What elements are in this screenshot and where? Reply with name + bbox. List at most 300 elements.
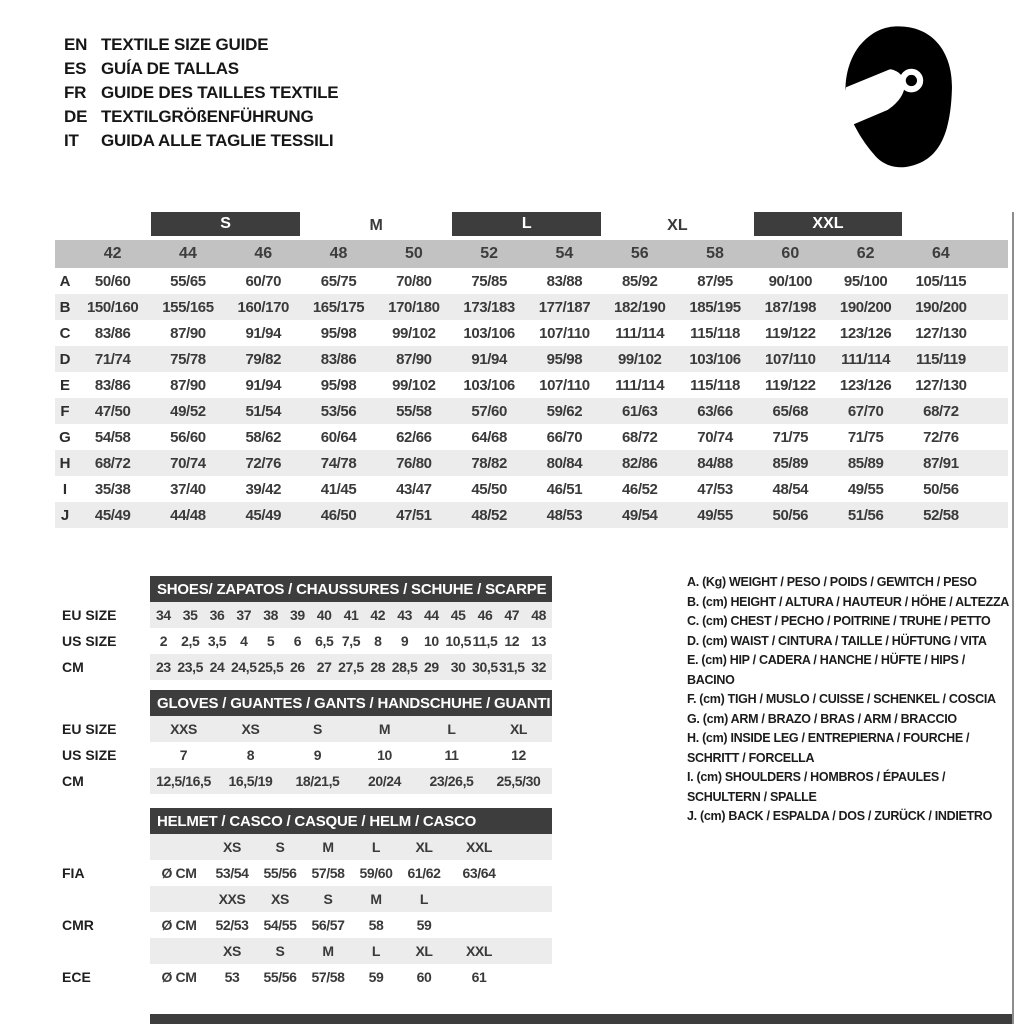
measurement-cell: 37/40 (170, 480, 206, 498)
legend-item: I. (cm) SHOULDERS / HOMBROS / ÉPAULES / SCHULTERN / SPALLE (687, 770, 946, 804)
measurement-cell: 115/119 (916, 350, 966, 368)
gloves-cell: 18/21,5 (295, 773, 340, 789)
language-code: EN (64, 35, 88, 54)
measurement-cell: 48/53 (546, 506, 583, 524)
spacer (55, 240, 75, 268)
measurement-cell: 95/98 (546, 350, 583, 368)
measurement-cell: 99/102 (392, 376, 436, 394)
shoes-cell: 10,5 (445, 633, 472, 649)
shoes-cell: 5 (266, 633, 275, 649)
helmet-cell: 57/58 (311, 865, 345, 881)
measurement-cell: 150/160 (86, 298, 139, 316)
measurement-cell: 185/195 (689, 298, 741, 316)
measurement-cell: 103/106 (689, 350, 741, 368)
guide-title: GUÍA DE TALLAS (101, 59, 239, 78)
row-label: A (59, 272, 71, 290)
helmet-cell: L (371, 943, 381, 959)
size-number: 56 (630, 245, 649, 262)
measurement-cell: 103/106 (463, 376, 515, 394)
measurement-cell: 65/68 (772, 402, 809, 420)
measurement-cell: 91/94 (471, 350, 507, 368)
gloves-row (150, 768, 552, 794)
measurement-cell: 111/114 (615, 324, 665, 342)
measurement-cell: 95/100 (843, 272, 888, 290)
measurement-row-d (55, 346, 1008, 372)
gloves-cell: M (378, 721, 391, 737)
shoes-row (150, 602, 552, 628)
legend-item: C. (cm) CHEST / PECHO / POITRINE / TRUHE / PETTO (687, 614, 991, 628)
helmet-cell: L (419, 891, 429, 907)
helmet-icon-svg (836, 22, 962, 174)
measurement-cell: 87/90 (170, 376, 206, 394)
row-label: J (60, 506, 70, 524)
measurement-cell: 51/56 (847, 506, 884, 524)
shoes-cell: 47 (504, 607, 520, 623)
measurement-cell: 190/200 (915, 298, 967, 316)
measurement-cell: 115/118 (690, 376, 740, 394)
shoes-row (150, 628, 552, 654)
spacer (55, 212, 150, 240)
gloves-cell: 8 (246, 747, 255, 763)
helmet-row (150, 860, 552, 886)
measurement-cell: 70/74 (170, 454, 206, 472)
helmet-cell: 53 (224, 969, 240, 985)
legend-item: A. (Kg) WEIGHT / PESO / POIDS / GEWITCH / PESO (687, 575, 977, 589)
shoes-cell: 48 (531, 607, 546, 623)
gloves-cell: S (313, 721, 322, 737)
measurement-rows (55, 268, 1008, 528)
row-label: F (60, 402, 70, 420)
measurement-cell: 68/72 (94, 454, 131, 472)
shoes-cell: 39 (290, 607, 305, 623)
measurement-cell: 170/180 (388, 298, 440, 316)
size-group-row (55, 212, 1008, 240)
helmet-labels (62, 834, 148, 990)
shoes-cell: 31,5 (498, 659, 525, 675)
shoes-cell: 3,5 (207, 633, 227, 649)
helmet-cell: XXS (218, 891, 246, 907)
helmet-cell: 52/53 (215, 917, 249, 933)
shoes-row (150, 654, 552, 680)
size-number: 54 (555, 245, 574, 262)
helmet-cell: XS (223, 839, 241, 855)
measurement-cell: 90/100 (768, 272, 813, 290)
measurement-cell: 63/66 (697, 402, 733, 420)
measurement-cell: 68/72 (923, 402, 959, 420)
helmet-rows (150, 834, 552, 990)
shoes-row-label: CM (62, 659, 84, 675)
size-number-row (55, 240, 1008, 268)
row-label: D (59, 350, 71, 368)
measurement-cell: 190/200 (839, 298, 892, 316)
gloves-cell: XS (241, 721, 260, 737)
measurement-cell: 47/50 (94, 402, 131, 420)
language-row (64, 105, 338, 129)
measurement-cell: 51/54 (245, 402, 282, 420)
measurement-cell: 47/51 (396, 506, 432, 524)
legend-item: B. (cm) HEIGHT / ALTURA / HAUTEUR / HÖHE / ALTEZZA (687, 594, 1010, 609)
helmet-cell: 60 (416, 969, 432, 985)
size-number: 52 (480, 245, 499, 262)
shoes-cell: 35 (182, 607, 198, 623)
helmet-cell: S (275, 839, 285, 855)
shoes-cell: 45 (450, 607, 466, 623)
measurement-cell: 56/60 (170, 428, 206, 446)
size-number: 42 (103, 245, 122, 262)
row-label: G (59, 428, 71, 446)
helmet-cell (150, 886, 208, 912)
measurement-row-b (55, 294, 1008, 320)
language-code: FR (64, 83, 87, 102)
shoes-cell: 32 (531, 659, 546, 675)
helmet-cell: 59 (368, 969, 384, 985)
measurement-cell: 127/130 (915, 376, 967, 394)
shoes-row-label: US SIZE (62, 633, 117, 649)
measurement-cell: 66/70 (546, 428, 583, 446)
guide-title: TEXTILGRÖßENFÜHRUNG (101, 107, 314, 126)
measurement-cell: 91/94 (245, 376, 282, 394)
measurement-cell: 54/58 (94, 428, 131, 446)
measurement-cell: 127/130 (915, 324, 967, 342)
measurement-cell: 71/75 (847, 428, 884, 446)
measurement-row-f (55, 398, 1008, 424)
gloves-row-label: CM (62, 773, 84, 789)
helmet-cell: Ø CM (161, 865, 197, 881)
language-code: DE (64, 107, 88, 126)
helmet-cell: L (371, 839, 381, 855)
helmet-cell: 53/54 (215, 865, 249, 881)
helmet-icon (836, 22, 962, 174)
shoes-cell: 11,5 (472, 633, 498, 649)
measurement-cell: 123/126 (839, 324, 892, 342)
guide-title: GUIDE DES TAILLES TEXTILE (101, 83, 339, 102)
row-label: C (59, 324, 71, 342)
measurement-cell: 87/95 (697, 272, 733, 290)
measurement-cell: 46/52 (621, 480, 658, 498)
measurement-cell: 58/62 (245, 428, 282, 446)
measurement-cell: 62/66 (396, 428, 432, 446)
helmet-row-label: ECE (62, 969, 91, 985)
measurement-cell: 45/49 (94, 506, 131, 524)
shoes-cell: 2 (159, 633, 168, 649)
measurement-cell: 99/102 (617, 350, 662, 368)
measurement-cell: 177/187 (538, 298, 591, 316)
helmet-cell (150, 938, 208, 964)
helmet-row-label: FIA (62, 865, 85, 881)
measurement-cell: 155/165 (162, 298, 214, 316)
guide-title: TEXTILE SIZE GUIDE (101, 35, 269, 54)
helmet-row (150, 964, 552, 990)
measurement-cell: 84/88 (697, 454, 733, 472)
measurement-row-i (55, 476, 1008, 502)
language-row (64, 81, 338, 105)
language-title-list (64, 33, 338, 153)
helmet-cell: XL (415, 943, 433, 959)
measurement-cell: 71/75 (772, 428, 809, 446)
shoes-cell: 13 (531, 633, 546, 649)
measurement-cell: 119/122 (765, 324, 816, 342)
measurement-cell: 105/115 (915, 272, 967, 290)
measurement-cell: 111/114 (841, 350, 891, 368)
size-number: 62 (856, 245, 875, 262)
measurement-cell: 70/80 (396, 272, 432, 290)
shoes-cell: 34 (156, 607, 171, 623)
shoes-row-label: EU SIZE (62, 607, 117, 623)
helmet-cell: Ø CM (161, 969, 197, 985)
measurement-cell: 85/89 (847, 454, 884, 472)
measurement-cell: 76/80 (396, 454, 432, 472)
measurement-cell: 72/76 (245, 454, 282, 472)
measurement-cell: 83/88 (546, 272, 583, 290)
shoes-cell: 9 (400, 633, 409, 649)
row-label: E (59, 376, 70, 394)
measurement-cell: 48/52 (471, 506, 507, 524)
size-number: 60 (781, 245, 800, 262)
gloves-cell: 11 (444, 747, 459, 763)
size-group-xxl: XXL (754, 212, 903, 236)
helmet-cell: 59 (416, 917, 432, 933)
shoes-cell: 27 (316, 659, 332, 675)
measurement-cell: 49/55 (847, 480, 884, 498)
legend-item: E. (cm) HIP / CADERA / HANCHE / HÜFTE / HIPS / BACINO (687, 653, 965, 687)
gloves-cell: 7 (179, 747, 188, 763)
measurement-cell: 103/106 (463, 324, 515, 342)
legend-item: J. (cm) BACK / ESPALDA / DOS / ZURÜCK / INDIETRO (687, 809, 993, 823)
helmet-row-label (62, 834, 148, 860)
measurement-cell: 50/56 (923, 480, 959, 498)
measurement-row-e (55, 372, 1008, 398)
helmet-cell: 55/56 (263, 969, 297, 985)
helmet-cell: 59/60 (359, 865, 393, 881)
language-row (64, 33, 338, 57)
size-number: 48 (329, 245, 348, 262)
size-group-m: M (369, 217, 383, 234)
gloves-cell: 23/26,5 (429, 773, 474, 789)
shoes-cell: 30,5 (472, 659, 498, 675)
shoes-rows (150, 602, 552, 680)
measurement-cell: 173/183 (463, 298, 515, 316)
helmet-cell: 54/55 (263, 917, 297, 933)
measurement-row-j (55, 502, 1008, 528)
gloves-row (150, 742, 552, 768)
guide-title: GUIDA ALLE TAGLIE TESSILI (101, 131, 334, 150)
helmet-cell: S (323, 891, 333, 907)
measurement-cell: 107/110 (765, 350, 816, 368)
measurement-cell: 55/58 (396, 402, 432, 420)
measurement-cell: 50/56 (772, 506, 809, 524)
shoes-cell: 8 (374, 633, 382, 649)
gloves-cell: 25,5/30 (496, 773, 541, 789)
measurement-cell: 107/110 (539, 376, 590, 394)
measurement-cell: 49/55 (697, 506, 733, 524)
measurement-row-g (55, 424, 1008, 450)
gloves-row (150, 716, 552, 742)
gloves-cell: 12 (511, 747, 526, 763)
size-number: 44 (179, 245, 197, 262)
row-label: I (62, 480, 68, 498)
measurement-cell: 165/175 (312, 298, 365, 316)
helmet-cell: 57/58 (311, 969, 345, 985)
measurement-legend (687, 573, 1015, 827)
measurement-cell: 95/98 (320, 376, 357, 394)
measurement-cell: 68/72 (621, 428, 658, 446)
measurement-cell: 52/58 (923, 506, 959, 524)
size-group-l: L (452, 212, 601, 236)
gloves-cell: XL (509, 721, 528, 737)
measurement-cell: 111/114 (615, 376, 665, 394)
shoes-cell: 38 (263, 607, 278, 623)
shoes-cell: 42 (370, 607, 386, 623)
shoes-cell: 29 (424, 659, 439, 675)
measurement-cell: 99/102 (392, 324, 436, 342)
helmet-cell: XXL (465, 943, 493, 959)
row-label: B (59, 298, 71, 316)
helmet-cell: M (322, 839, 334, 855)
measurement-cell: 80/84 (546, 454, 583, 472)
shoes-labels (62, 602, 148, 680)
measurement-cell: 65/75 (320, 272, 357, 290)
measurement-cell: 60/64 (320, 428, 357, 446)
gloves-cell: 12,5/16,5 (156, 773, 211, 789)
measurement-cell: 95/98 (320, 324, 357, 342)
gloves-labels (62, 716, 148, 794)
row-label: H (59, 454, 71, 472)
measurement-cell: 44/48 (170, 506, 206, 524)
shoes-cell: 40 (316, 607, 332, 623)
shoes-cell: 25,5 (257, 659, 284, 675)
helmet-cell: 61/62 (407, 865, 441, 881)
measurement-cell: 87/90 (170, 324, 206, 342)
measurement-cell: 59/62 (546, 402, 583, 420)
measurement-cell: 61/63 (621, 402, 658, 420)
language-code: IT (64, 131, 79, 150)
shoes-cell: 24,5 (230, 659, 257, 675)
helmet-cell: 56/57 (311, 917, 345, 933)
size-number: 58 (706, 245, 724, 262)
gloves-section-header: GLOVES / GUANTES / GANTS / HANDSCHUHE / GUANTI (150, 690, 552, 716)
helmet-row (150, 938, 552, 964)
shoes-cell: 10 (424, 633, 439, 649)
helmet-cell (448, 886, 510, 912)
language-code: ES (64, 59, 87, 78)
size-number: 64 (932, 245, 950, 262)
measurement-cell: 85/92 (621, 272, 658, 290)
shoes-cell: 37 (236, 607, 252, 623)
size-number: 50 (404, 245, 423, 262)
shoes-cell: 30 (450, 659, 466, 675)
legend-item: H. (cm) INSIDE LEG / ENTREPIERNA / FOURCHE / SCHRITT / FORCELLA (687, 731, 970, 765)
helmet-cell: XS (271, 891, 289, 907)
measurement-cell: 70/74 (697, 428, 733, 446)
measurement-cell: 55/65 (170, 272, 206, 290)
language-row (64, 57, 338, 81)
measurement-cell: 64/68 (471, 428, 507, 446)
gloves-cell: 20/24 (367, 773, 402, 789)
measurement-cell: 83/86 (320, 350, 357, 368)
helmet-row (150, 834, 552, 860)
legend-item: D. (cm) WAIST / CINTURA / TAILLE / HÜFTUNG / VITA (687, 633, 987, 648)
language-row (64, 129, 338, 153)
size-number: 46 (254, 245, 273, 262)
helmet-row-label (62, 938, 148, 964)
helmet-cell: Ø CM (161, 917, 197, 933)
measurement-cell: 79/82 (245, 350, 282, 368)
measurement-cell: 187/198 (764, 298, 817, 316)
measurement-cell: 82/86 (621, 454, 658, 472)
measurement-cell: 48/54 (772, 480, 809, 498)
measurement-cell: 160/170 (237, 298, 289, 316)
helmet-cell: XS (223, 943, 241, 959)
size-group-s: S (151, 212, 300, 236)
measurement-cell: 45/50 (471, 480, 507, 498)
helmet-cell: 63/64 (462, 865, 496, 881)
helmet-row-label (62, 886, 148, 912)
measurement-cell: 75/85 (471, 272, 507, 290)
gloves-cell: 9 (313, 747, 322, 763)
helmet-cell (448, 912, 510, 938)
legend-item: F. (cm) TIGH / MUSLO / CUISSE / SCHENKEL / COSCIA (687, 692, 996, 706)
shoes-cell: 28,5 (391, 659, 418, 675)
measurement-cell: 87/91 (923, 454, 959, 472)
measurement-cell: 182/190 (614, 298, 666, 316)
measurement-cell: 47/53 (697, 480, 733, 498)
measurement-cell: 35/38 (94, 480, 131, 498)
measurement-cell: 78/82 (471, 454, 507, 472)
measurement-cell: 115/118 (690, 324, 740, 342)
textile-size-table (55, 212, 1008, 528)
measurement-cell: 53/56 (320, 402, 357, 420)
gloves-cell: 16,5/19 (228, 773, 273, 789)
measurement-cell: 67/70 (847, 402, 884, 420)
shoes-cell: 12 (504, 633, 520, 649)
shoes-cell: 24 (209, 659, 225, 675)
gloves-rows (150, 716, 552, 794)
helmet-cell: M (370, 891, 382, 907)
measurement-cell: 39/42 (245, 480, 282, 498)
shoes-cell: 2,5 (181, 633, 200, 649)
measurement-cell: 45/49 (245, 506, 282, 524)
measurement-cell: 85/89 (772, 454, 809, 472)
measurement-cell: 119/122 (765, 376, 816, 394)
gloves-row-label: US SIZE (62, 747, 117, 763)
shoes-cell: 43 (397, 607, 412, 623)
shoes-cell: 26 (290, 659, 305, 675)
shoes-cell: 36 (209, 607, 225, 623)
measurement-cell: 41/45 (320, 480, 357, 498)
next-section-bar (150, 1014, 1012, 1024)
measurement-cell: 87/90 (396, 350, 432, 368)
shoes-cell: 28 (370, 659, 386, 675)
measurement-cell: 74/78 (320, 454, 357, 472)
shoes-cell: 7,5 (341, 633, 361, 649)
measurement-cell: 83/86 (94, 324, 131, 342)
helmet-section-header: HELMET / CASCO / CASQUE / HELM / CASCO (150, 808, 552, 834)
helmet-cell: 58 (368, 917, 384, 933)
gloves-cell: 10 (377, 747, 392, 763)
measurement-cell: 57/60 (471, 402, 507, 420)
measurement-cell: 60/70 (245, 272, 282, 290)
shoes-cell: 23 (156, 659, 171, 675)
shoes-cell: 27,5 (338, 659, 364, 675)
helmet-cell: M (322, 943, 334, 959)
gloves-cell: XXS (170, 721, 197, 737)
measurement-row-h (55, 450, 1008, 476)
measurement-cell: 72/76 (923, 428, 959, 446)
measurement-cell: 91/94 (245, 324, 282, 342)
gloves-row-label: EU SIZE (62, 721, 117, 737)
helmet-row-label: CMR (62, 917, 94, 933)
helmet-cell (150, 834, 208, 860)
